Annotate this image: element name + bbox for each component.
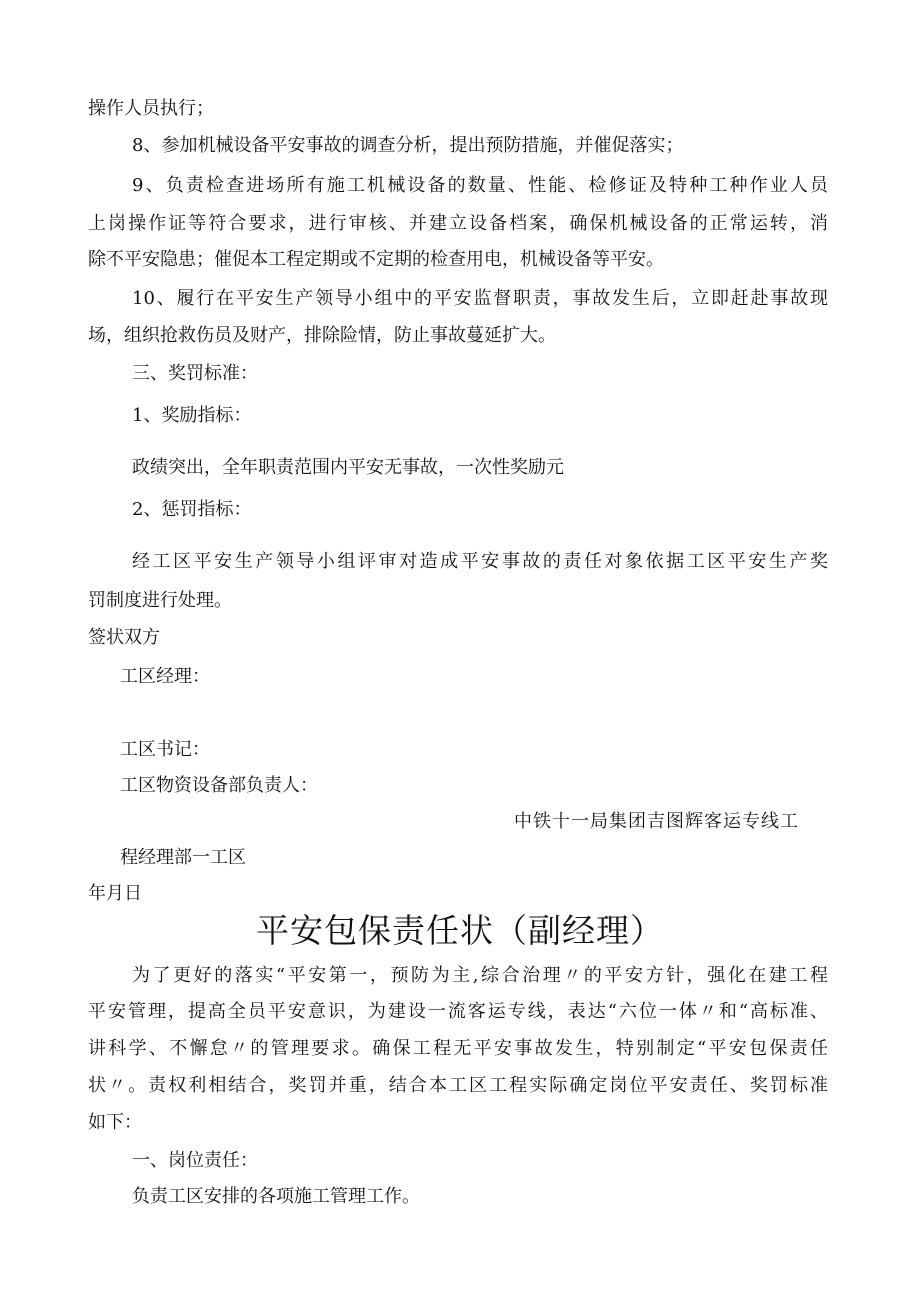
text-line: 除不平安隐患；催促本工程定期或不定期的检查用电，机械设备等平安。 (88, 249, 664, 270)
text-line: 场，组织抢救伤员及财产，排除险情，防止事故蔓延扩大。 (88, 325, 556, 346)
text-line: 平安管理，提高全员平安意识，为建设一流客运专线，表达“六位一体〃和“高标准、 (88, 1001, 828, 1022)
text-line: 为了更好的落实“平安第一，预防为主,综合治理〃的平安方针，强化在建工程 (132, 965, 828, 986)
document-title: 平安包保责任状（副经理） (256, 911, 664, 950)
text-line: 签状双方 (88, 627, 160, 648)
text-line: 如下： (88, 1112, 142, 1133)
text-line: 操作人员执行； (88, 98, 214, 119)
text-line: 上岗操作证等符合要求，进行审核、并建立设备档案，确保机械设备的正常运转，消 (88, 213, 828, 234)
text-line: 状〃。责权利相结合，奖罚并重，结合本工区工程实际确定岗位平安责任、奖罚标准 (88, 1075, 828, 1096)
signature-label: 工区书记： (120, 739, 210, 760)
text-line: 9、负责检查进场所有施工机械设备的数量、性能、检修证及特种工种作业人员 (132, 175, 828, 196)
organization-name: 程经理部一工区 (120, 847, 246, 868)
text-line: 1、奖励指标： (132, 405, 252, 426)
date-line: 年月日 (88, 883, 142, 904)
text-line: 经工区平安生产领导小组评审对造成平安事故的责任对象依据工区平安生产奖 (132, 551, 828, 572)
text-line: 8、参加机械设备平安事故的调查分析，提出预防措施，并催促落实； (132, 135, 684, 156)
section-heading: 三、奖罚标准： (132, 363, 258, 384)
text-line: 政绩突出，全年职责范围内平安无事故，一次性奖励元 (132, 457, 564, 478)
section-heading: 一、岗位责任： (132, 1150, 258, 1171)
text-line: 负责工区安排的各项施工管理工作。 (132, 1186, 420, 1207)
text-line: 罚制度进行处理。 (88, 590, 232, 611)
signature-label: 工区物资设备部负责人： (120, 775, 318, 796)
organization-name: 中铁十一局集团吉图辉客运专线工 (514, 811, 799, 832)
text-line: 2、惩罚指标： (132, 499, 252, 520)
text-line: 讲科学、不懈怠〃的管理要求。确保工程无平安事故发生，特别制定“平安包保责任 (88, 1038, 828, 1059)
signature-label: 工区经理： (120, 666, 210, 687)
text-line: 10、履行在平安生产领导小组中的平安监督职责，事故发生后，立即赶赴事故现 (132, 288, 828, 309)
